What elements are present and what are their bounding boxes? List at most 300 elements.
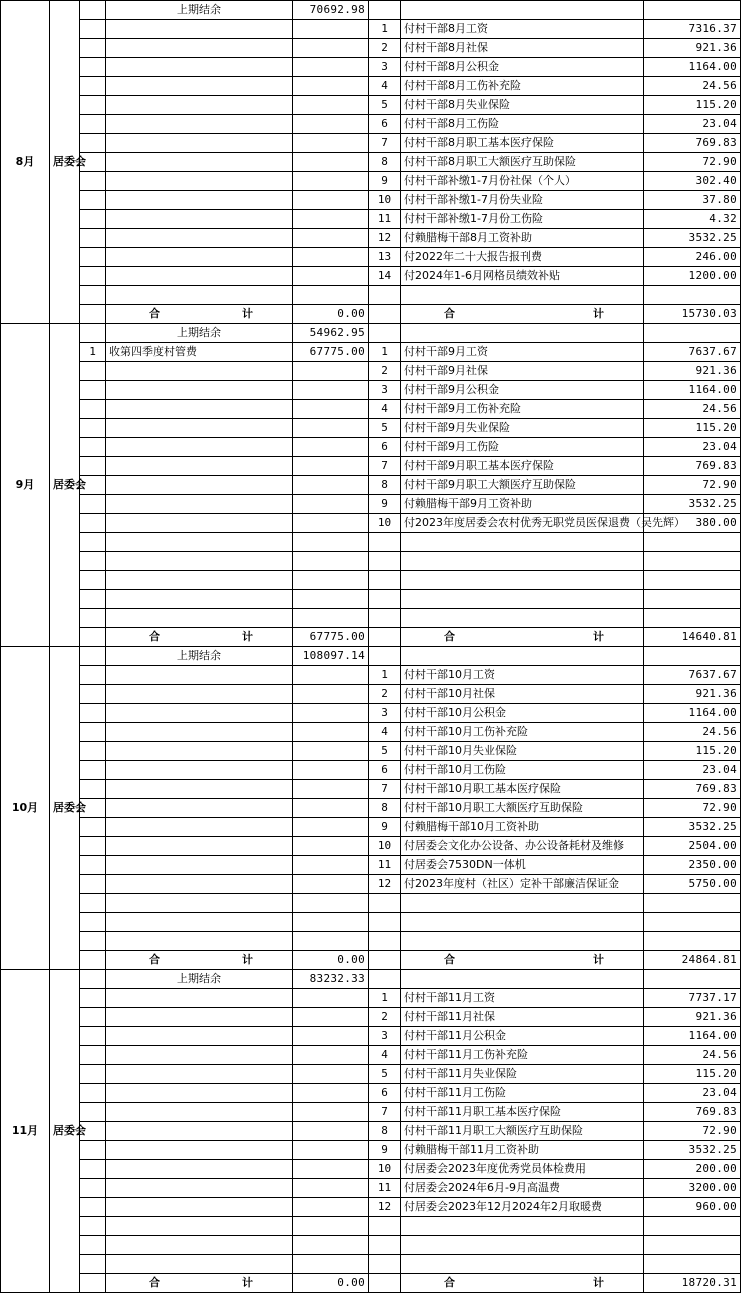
income-amount: [293, 761, 369, 780]
total-label-right: 计: [593, 1276, 604, 1289]
expense-amount: 72.90: [644, 476, 741, 495]
expense-index: 4: [369, 400, 401, 419]
income-index: [80, 172, 106, 191]
expense-amount: 115.20: [644, 96, 741, 115]
expense-amount: 23.04: [644, 438, 741, 457]
income-index: [80, 1274, 106, 1293]
income-total-label: [106, 628, 293, 647]
income-total: 0.00: [293, 1274, 369, 1293]
expense-index: [369, 894, 401, 913]
income-desc: [106, 1255, 293, 1274]
ledger-row: [1, 1160, 741, 1179]
expense-desc: 付村干部11月失业保险: [401, 1065, 644, 1084]
income-amount: [293, 1027, 369, 1046]
income-desc: 收第四季度村管费: [106, 343, 293, 362]
expense-amount: 5750.00: [644, 875, 741, 894]
expense-index: 10: [369, 1160, 401, 1179]
income-index: [80, 666, 106, 685]
expense-desc: 付村干部10月职工基本医疗保险: [401, 780, 644, 799]
expense-amount: [644, 970, 741, 989]
income-amount: [293, 818, 369, 837]
expense-index: 2: [369, 1008, 401, 1027]
expense-desc: 付村干部9月公积金: [401, 381, 644, 400]
expense-desc: 付村干部9月工伤险: [401, 438, 644, 457]
income-amount: [293, 1217, 369, 1236]
income-desc: [106, 457, 293, 476]
income-desc: [106, 666, 293, 685]
expense-index: [369, 1, 401, 20]
income-index: [80, 514, 106, 533]
income-index: [80, 552, 106, 571]
income-index: [80, 647, 106, 666]
expense-index: 11: [369, 1179, 401, 1198]
expense-desc: 付村干部10月社保: [401, 685, 644, 704]
ledger-row: [1, 932, 741, 951]
expense-amount: 7737.17: [644, 989, 741, 1008]
income-amount: [293, 514, 369, 533]
expense-desc: 付村干部补缴1-7月份社保（个人）: [401, 172, 644, 191]
income-index: [80, 818, 106, 837]
income-amount: [293, 704, 369, 723]
income-amount: [293, 894, 369, 913]
income-amount: [293, 666, 369, 685]
expense-index: 2: [369, 39, 401, 58]
total-label-left: 合: [149, 630, 160, 643]
expense-amount: 7316.37: [644, 20, 741, 39]
expense-total-label: [401, 628, 644, 647]
income-amount: [293, 1179, 369, 1198]
expense-desc: 付村干部8月工伤险: [401, 115, 644, 134]
total-label-right: 计: [593, 307, 604, 320]
expense-amount: 3532.25: [644, 229, 741, 248]
income-index: [80, 39, 106, 58]
income-desc: [106, 286, 293, 305]
income-amount: [293, 419, 369, 438]
expense-amount: 246.00: [644, 248, 741, 267]
ledger-row: [1, 742, 741, 761]
income-index: [80, 457, 106, 476]
income-desc: [106, 761, 293, 780]
total-label-right: 计: [593, 630, 604, 643]
income-amount: [293, 286, 369, 305]
expense-desc: 付村干部8月职工基本医疗保险: [401, 134, 644, 153]
income-desc: [106, 1027, 293, 1046]
expense-index: 3: [369, 1027, 401, 1046]
income-index: [80, 856, 106, 875]
ledger-row: [1, 20, 741, 39]
carryover-row: [1, 324, 741, 343]
total-label-left: 合: [149, 953, 160, 966]
ledger-row: [1, 134, 741, 153]
income-amount: [293, 780, 369, 799]
carryover-row: [1, 970, 741, 989]
income-desc: [106, 818, 293, 837]
expense-index: 10: [369, 191, 401, 210]
income-index: [80, 837, 106, 856]
ledger-row: [1, 837, 741, 856]
expense-amount: 769.83: [644, 457, 741, 476]
income-index: [80, 419, 106, 438]
income-amount: [293, 77, 369, 96]
income-index: [80, 400, 106, 419]
expense-index: [369, 913, 401, 932]
expense-desc: 付居委会7530DN一体机: [401, 856, 644, 875]
expense-index: [369, 1274, 401, 1293]
expense-amount: 7637.67: [644, 666, 741, 685]
expense-total-label: [401, 951, 644, 970]
ledger-row: [1, 1027, 741, 1046]
income-index: [80, 286, 106, 305]
expense-amount: 3532.25: [644, 495, 741, 514]
expense-index: 7: [369, 780, 401, 799]
expense-amount: 200.00: [644, 1160, 741, 1179]
income-desc: [106, 1046, 293, 1065]
carryover-amount: 70692.98: [293, 1, 369, 20]
income-amount: [293, 989, 369, 1008]
ledger-row: [1, 267, 741, 286]
expense-index: 8: [369, 1122, 401, 1141]
expense-index: 12: [369, 875, 401, 894]
expense-index: 14: [369, 267, 401, 286]
ledger-row: [1, 1008, 741, 1027]
expense-index: [369, 932, 401, 951]
income-desc: [106, 191, 293, 210]
expense-amount: 921.36: [644, 1008, 741, 1027]
expense-amount: 1164.00: [644, 1027, 741, 1046]
income-desc: [106, 20, 293, 39]
expense-desc: 付2023年度居委会农村优秀无职党员医保退费（吴先辉）: [401, 514, 644, 533]
income-index: [80, 1046, 106, 1065]
income-amount: [293, 609, 369, 628]
ledger-row: [1, 1122, 741, 1141]
income-amount: [293, 799, 369, 818]
expense-index: [369, 970, 401, 989]
org-label: 居委会: [50, 647, 80, 970]
expense-desc: 付村干部11月社保: [401, 1008, 644, 1027]
income-desc: [106, 742, 293, 761]
expense-amount: [644, 932, 741, 951]
expense-amount: 921.36: [644, 362, 741, 381]
expense-desc: 付2024年1-6月网格员绩效补贴: [401, 267, 644, 286]
income-amount: [293, 1236, 369, 1255]
ledger-row: [1, 39, 741, 58]
ledger-row: [1, 248, 741, 267]
expense-index: 6: [369, 761, 401, 780]
expense-amount: 23.04: [644, 761, 741, 780]
income-desc: [106, 609, 293, 628]
expense-amount: 24.56: [644, 1046, 741, 1065]
income-desc: [106, 77, 293, 96]
expense-index: 11: [369, 210, 401, 229]
ledger-row: [1, 723, 741, 742]
expense-total: 24864.81: [644, 951, 741, 970]
income-desc: [106, 400, 293, 419]
income-index: [80, 1217, 106, 1236]
income-desc: [106, 932, 293, 951]
income-desc: [106, 267, 293, 286]
expense-index: 12: [369, 1198, 401, 1217]
expense-index: 7: [369, 457, 401, 476]
expense-index: 3: [369, 381, 401, 400]
expense-desc: 付村干部11月职工基本医疗保险: [401, 1103, 644, 1122]
income-desc: [106, 134, 293, 153]
income-amount: 67775.00: [293, 343, 369, 362]
expense-index: [369, 628, 401, 647]
expense-desc: 付村干部11月工伤补充险: [401, 1046, 644, 1065]
income-index: [80, 77, 106, 96]
income-desc: [106, 1008, 293, 1027]
ledger-row: [1, 153, 741, 172]
carryover-label: 上期结余: [106, 324, 293, 343]
income-amount: [293, 153, 369, 172]
expense-amount: 115.20: [644, 419, 741, 438]
income-index: [80, 324, 106, 343]
income-amount: [293, 39, 369, 58]
expense-desc: 付村干部8月失业保险: [401, 96, 644, 115]
expense-desc: 付赖腊梅干部10月工资补助: [401, 818, 644, 837]
expense-desc: 付居委会2023年12月2024年2月取暖费: [401, 1198, 644, 1217]
total-label-right: 计: [242, 1276, 253, 1289]
total-label-right: 计: [242, 630, 253, 643]
income-index: [80, 1179, 106, 1198]
ledger-row: [1, 704, 741, 723]
income-desc: [106, 875, 293, 894]
expense-desc: [401, 1255, 644, 1274]
expense-index: 13: [369, 248, 401, 267]
org-label: 居委会: [50, 1, 80, 324]
income-amount: [293, 20, 369, 39]
income-index: [80, 1103, 106, 1122]
ledger-row: [1, 343, 741, 362]
income-index: [80, 248, 106, 267]
expense-amount: 24.56: [644, 723, 741, 742]
income-total: 0.00: [293, 951, 369, 970]
expense-amount: [644, 1236, 741, 1255]
expense-amount: [644, 286, 741, 305]
ledger-row: [1, 77, 741, 96]
expense-index: [369, 609, 401, 628]
income-desc: [106, 115, 293, 134]
ledger-row: [1, 799, 741, 818]
income-total-label: [106, 1274, 293, 1293]
income-desc: [106, 362, 293, 381]
expense-index: 6: [369, 438, 401, 457]
expense-desc: [401, 533, 644, 552]
ledger-row: [1, 362, 741, 381]
ledger-row: [1, 514, 741, 533]
expense-amount: 3532.25: [644, 818, 741, 837]
expense-desc: 付村干部10月职工大额医疗互助保险: [401, 799, 644, 818]
expense-amount: 3532.25: [644, 1141, 741, 1160]
expense-amount: 2350.00: [644, 856, 741, 875]
ledger-row: [1, 1084, 741, 1103]
expense-amount: 4.32: [644, 210, 741, 229]
income-index: [80, 590, 106, 609]
income-index: [80, 305, 106, 324]
carryover-amount: 108097.14: [293, 647, 369, 666]
income-index: [80, 1236, 106, 1255]
expense-amount: 921.36: [644, 685, 741, 704]
income-desc: [106, 1198, 293, 1217]
expense-desc: 付村干部9月职工大额医疗互助保险: [401, 476, 644, 495]
expense-amount: [644, 1255, 741, 1274]
income-total: 0.00: [293, 305, 369, 324]
income-desc: [106, 780, 293, 799]
expense-desc: 付村干部10月工伤险: [401, 761, 644, 780]
income-amount: [293, 172, 369, 191]
total-label-left: 合: [444, 630, 455, 643]
expense-index: 3: [369, 704, 401, 723]
carryover-amount: 83232.33: [293, 970, 369, 989]
income-index: [80, 875, 106, 894]
total-row: [1, 1274, 741, 1293]
expense-desc: 付村干部11月公积金: [401, 1027, 644, 1046]
expense-desc: [401, 552, 644, 571]
expense-amount: 72.90: [644, 153, 741, 172]
income-amount: [293, 875, 369, 894]
ledger-row: [1, 1065, 741, 1084]
income-amount: [293, 210, 369, 229]
org-label: 居委会: [50, 970, 80, 1293]
expense-desc: 付村干部10月工资: [401, 666, 644, 685]
carryover-label: 上期结余: [106, 647, 293, 666]
income-amount: [293, 1008, 369, 1027]
expense-amount: [644, 609, 741, 628]
income-desc: [106, 552, 293, 571]
ledger-row: [1, 495, 741, 514]
income-desc: [106, 1084, 293, 1103]
expense-desc: 付居委会文化办公设备、办公设备耗材及维修: [401, 837, 644, 856]
income-desc: [106, 514, 293, 533]
ledger-row: [1, 666, 741, 685]
expense-index: [369, 552, 401, 571]
expense-index: 10: [369, 837, 401, 856]
income-index: [80, 210, 106, 229]
expense-desc: 付村干部8月社保: [401, 39, 644, 58]
income-index: [80, 894, 106, 913]
expense-amount: [644, 590, 741, 609]
income-amount: [293, 1160, 369, 1179]
income-index: [80, 1065, 106, 1084]
ledger-row: [1, 1217, 741, 1236]
income-amount: [293, 457, 369, 476]
income-desc: [106, 96, 293, 115]
ledger-row: [1, 286, 741, 305]
ledger-row: [1, 172, 741, 191]
ledger-row: [1, 191, 741, 210]
expense-index: 1: [369, 666, 401, 685]
carryover-row: [1, 1, 741, 20]
income-desc: [106, 1065, 293, 1084]
expense-desc: 付村干部8月公积金: [401, 58, 644, 77]
income-desc: [106, 476, 293, 495]
income-desc: [106, 856, 293, 875]
income-index: [80, 1160, 106, 1179]
expense-index: [369, 305, 401, 324]
income-desc: [106, 1179, 293, 1198]
income-amount: [293, 837, 369, 856]
income-index: [80, 1008, 106, 1027]
ledger-row: [1, 115, 741, 134]
expense-total: 14640.81: [644, 628, 741, 647]
income-desc: [106, 704, 293, 723]
ledger-row: [1, 685, 741, 704]
expense-amount: 769.83: [644, 134, 741, 153]
expense-amount: 23.04: [644, 115, 741, 134]
income-amount: [293, 1103, 369, 1122]
expense-desc: [401, 1, 644, 20]
income-index: [80, 96, 106, 115]
expense-desc: 付村干部11月工资: [401, 989, 644, 1008]
expense-desc: 付赖腊梅干部11月工资补助: [401, 1141, 644, 1160]
expense-amount: 769.83: [644, 780, 741, 799]
total-label-left: 合: [444, 1276, 455, 1289]
income-desc: [106, 438, 293, 457]
expense-amount: 302.40: [644, 172, 741, 191]
income-index: [80, 438, 106, 457]
expense-amount: [644, 571, 741, 590]
month-label: 9月: [1, 324, 50, 647]
expense-amount: 1200.00: [644, 267, 741, 286]
expense-index: [369, 286, 401, 305]
income-index: [80, 780, 106, 799]
expense-amount: 23.04: [644, 1084, 741, 1103]
expense-desc: 付村干部9月职工基本医疗保险: [401, 457, 644, 476]
income-desc: [106, 894, 293, 913]
income-index: [80, 229, 106, 248]
income-amount: [293, 723, 369, 742]
ledger-row: [1, 438, 741, 457]
income-total-label: [106, 951, 293, 970]
income-desc: [106, 229, 293, 248]
expense-desc: [401, 970, 644, 989]
income-index: [80, 913, 106, 932]
expense-desc: [401, 571, 644, 590]
expense-desc: [401, 647, 644, 666]
expense-desc: 付2022年二十大报告报刊费: [401, 248, 644, 267]
income-desc: [106, 533, 293, 552]
ledger-row: [1, 457, 741, 476]
expense-amount: [644, 533, 741, 552]
expense-index: [369, 1236, 401, 1255]
income-index: [80, 1, 106, 20]
ledger-row: [1, 609, 741, 628]
expense-index: 5: [369, 1065, 401, 1084]
total-label-right: 计: [242, 307, 253, 320]
ledger-row: [1, 381, 741, 400]
income-amount: [293, 552, 369, 571]
expense-amount: 115.20: [644, 742, 741, 761]
expense-total-label: [401, 1274, 644, 1293]
expense-index: 8: [369, 799, 401, 818]
income-index: 1: [80, 343, 106, 362]
income-amount: [293, 381, 369, 400]
income-amount: [293, 685, 369, 704]
expense-amount: 921.36: [644, 39, 741, 58]
income-amount: [293, 1084, 369, 1103]
ledger-row: [1, 229, 741, 248]
total-label-left: 合: [444, 307, 455, 320]
expense-index: 5: [369, 96, 401, 115]
expense-amount: 7637.67: [644, 343, 741, 362]
ledger-row: [1, 1236, 741, 1255]
income-amount: [293, 1141, 369, 1160]
income-amount: [293, 115, 369, 134]
expense-desc: 付居委会2024年6月-9月高温费: [401, 1179, 644, 1198]
income-index: [80, 1084, 106, 1103]
expense-desc: [401, 1236, 644, 1255]
income-amount: [293, 533, 369, 552]
